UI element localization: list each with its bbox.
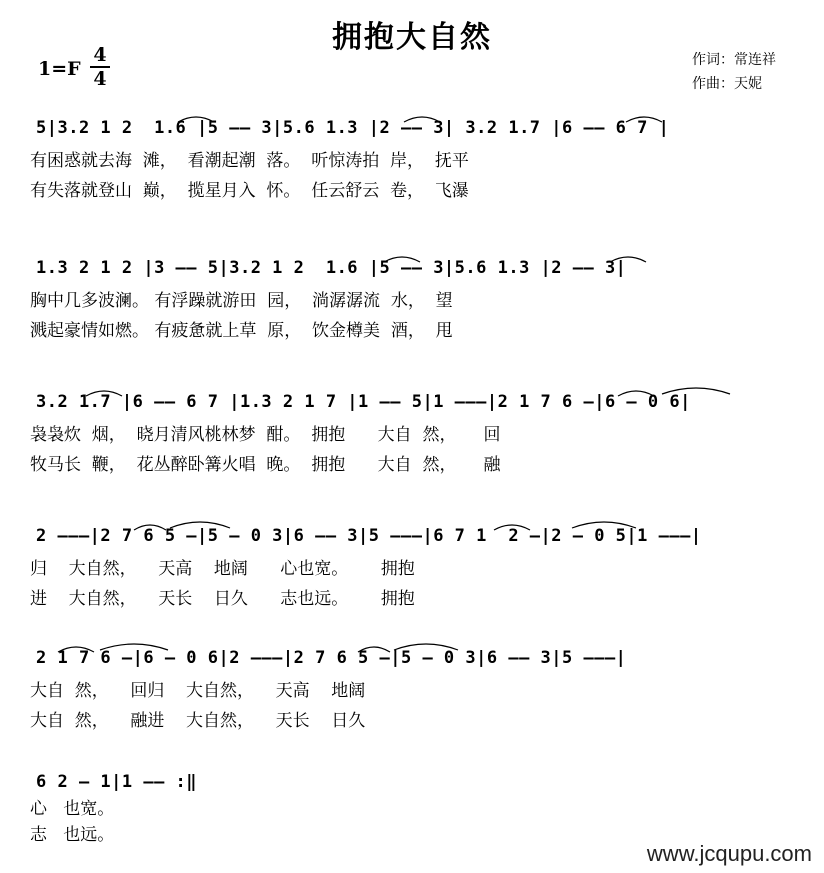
lyric-verse-2: 志 也远。	[30, 825, 115, 845]
lyric-verse-1: 归 大自然， 天高 地阔 心也宽。 拥抱	[30, 559, 415, 579]
site-watermark: www.jcqupu.com	[646, 841, 812, 866]
lyric-verse-2: 有失落就登山 巅， 揽星月入 怀。 任云舒云 卷， 飞瀑	[30, 181, 469, 201]
lyricist-credit: 作词：常连祥	[692, 52, 776, 68]
lyric-verse-1: 大自 然， 回归 大自然， 天高 地阔	[30, 681, 366, 701]
lyric-verse-1: 心 也宽。	[30, 799, 115, 819]
notation-line: 1.3 2 1 2 |3 —— 5|3.2 1 2 1.6 |5 —— 3|5.6 1.3 |2 —— 3|	[36, 258, 627, 278]
notation-line: 2 1 7 6 —|6 — 0 6|2 ———|2 7 6 5 —|5 — 0 3|6 —— 3|5 ———|	[36, 648, 627, 668]
lyric-verse-1: 袅袅炊 烟， 晓月清风桃林梦 酣。 拥抱 大自 然， 回	[30, 425, 501, 445]
song-title: 拥抱大自然	[332, 20, 492, 55]
time-signature-bottom: 4	[93, 68, 107, 90]
time-signature	[88, 44, 112, 90]
lyric-verse-2: 溅起豪情如燃。 有疲惫就上草 原， 饮金樽美 酒， 甩	[30, 321, 453, 341]
notation-line: 5|3.2 1 2 1.6 |5 —— 3|5.6 1.3 |2 —— 3| 3.2 1.7 |6 —— 6 7 |	[36, 118, 670, 138]
composer-credit: 作曲：天妮	[692, 76, 762, 92]
notation-line: 6 2 — 1|1 —— :‖	[36, 772, 198, 792]
lyric-verse-2: 进 大自然， 天长 日久 志也远。 拥抱	[30, 589, 415, 609]
lyric-verse-2: 大自 然， 融进 大自然， 天长 日久	[30, 711, 366, 731]
lyric-verse-1: 有困惑就去海 滩， 看潮起潮 落。 听惊涛拍 岸， 抚平	[30, 151, 469, 171]
time-signature-top: 4	[93, 44, 107, 66]
lyric-verse-1: 胸中几多波澜。 有浮躁就游田 园， 淌潺潺流 水， 望	[30, 291, 453, 311]
key-signature: 1=F	[38, 58, 81, 80]
notation-line: 2 ———|2 7 6 5 —|5 — 0 3|6 —— 3|5 ———|6 7 1 2 —|2 — 0 5|1 ———|	[36, 526, 702, 546]
lyric-verse-2: 牧马长 鞭， 花丛醉卧篝火唱 晚。 拥抱 大自 然， 融	[30, 455, 501, 475]
notation-line: 3.2 1.7 |6 —— 6 7 |1.3 2 1 7 |1 —— 5|1 ———|2 1 7 6 —|6 — 0 6|	[36, 392, 691, 412]
credits	[692, 48, 776, 96]
